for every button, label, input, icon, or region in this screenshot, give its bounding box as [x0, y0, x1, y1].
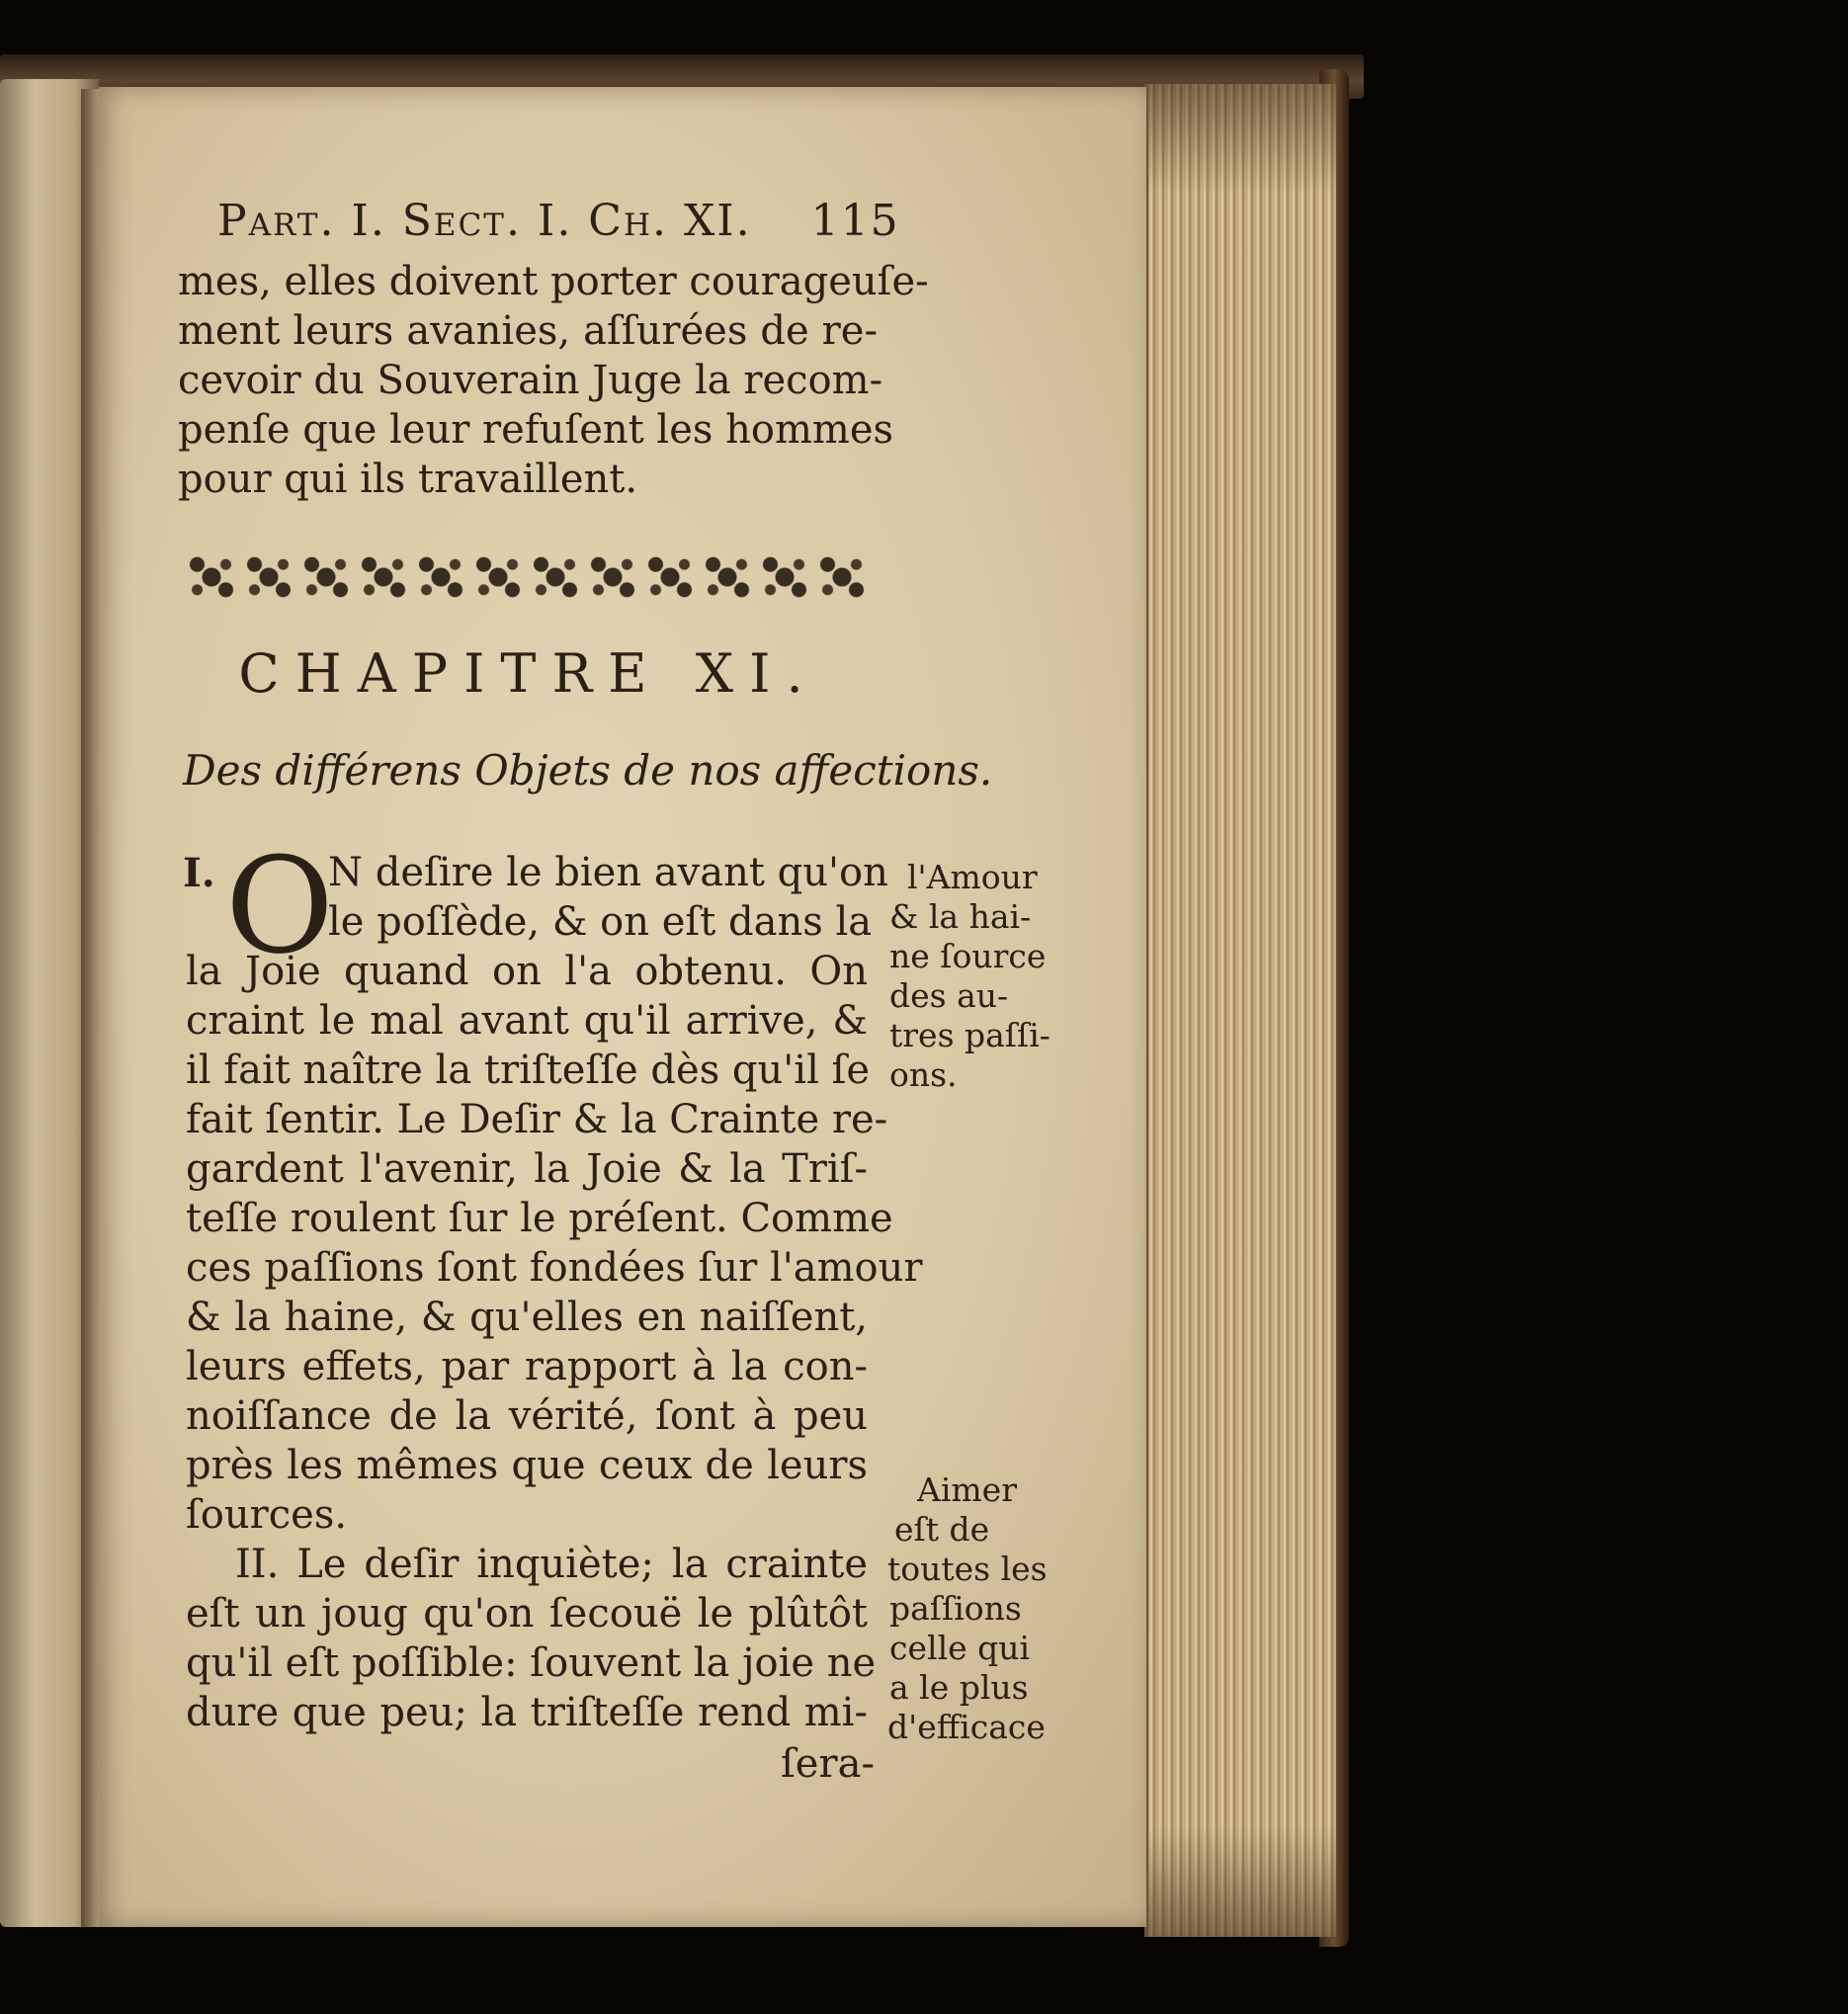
- drop-cap: O: [225, 829, 334, 983]
- text-line: ment leurs avanies, aſſurées de re-: [178, 308, 878, 354]
- margin-note-line: paſſions: [889, 1589, 1022, 1628]
- text-line: II. Le deſir inquiète; la crainte: [235, 1542, 868, 1587]
- running-head: [217, 196, 900, 246]
- running-head-text: Part. I. Sect. I. Ch. XI.: [217, 196, 752, 246]
- text-line: fait ſentir. Le Deſir & la Crainte re-: [186, 1097, 888, 1142]
- chapter-title: CHAPITRE XI.: [238, 642, 819, 705]
- text-line: mes, elles doivent porter courageuſe-: [178, 259, 929, 304]
- margin-note-line: des au-: [889, 976, 1009, 1015]
- text-line: leurs effets, par rapport à la con-: [186, 1344, 868, 1389]
- catchword: ſera-: [781, 1741, 875, 1787]
- text-line: dure que peu; la triſteſſe rend mi-: [186, 1690, 868, 1735]
- section-numeral: I.: [183, 850, 215, 896]
- margin-note-line: eſt de: [894, 1510, 990, 1549]
- text-line: eſt un joug qu'on ſecouë le plûtôt: [186, 1591, 868, 1636]
- text-line: cevoir du Souverain Juge la recom-: [178, 358, 883, 403]
- margin-note-line: & la hai-: [889, 897, 1032, 936]
- margin-note-line: d'efficace: [887, 1708, 1046, 1746]
- margin-note-line: Aimer: [917, 1470, 1017, 1509]
- text-line: ſources.: [186, 1492, 348, 1538]
- text-line: teſſe roulent ſur le préſent. Comme: [186, 1196, 893, 1241]
- page-fore-edge: [1144, 84, 1336, 1937]
- text-line: près les mêmes que ceux de leurs: [186, 1443, 868, 1488]
- chapter-subtitle: Des différens Objets de nos affections.: [183, 746, 993, 795]
- margin-note-line: ne ſource: [889, 937, 1047, 975]
- page-number: 115: [810, 196, 900, 246]
- margin-note-line: a le plus: [889, 1668, 1029, 1707]
- text-line: qu'il eſt poſſible: ſouvent la joie ne: [186, 1640, 877, 1686]
- text-line: il fait naître la triſteſſe dès qu'il ſe: [186, 1048, 871, 1093]
- text-line: pour qui ils travaillent.: [178, 457, 638, 502]
- margin-note-line: l'Amour: [907, 858, 1038, 896]
- text-line: gardent l'avenir, la Joie & la Triſ-: [186, 1146, 868, 1192]
- margin-note-line: celle qui: [889, 1629, 1031, 1667]
- margin-note-line: ons.: [889, 1055, 958, 1094]
- text-line: le poſſède, & on eſt dans la: [328, 899, 873, 945]
- margin-note-line: toutes les: [887, 1550, 1048, 1588]
- text-line: penſe que leur refuſent les hommes: [178, 407, 894, 453]
- text-line: N deſire le bien avant qu'on: [328, 850, 888, 895]
- text-line: noiſſance de la vérité, ſont à peu: [186, 1393, 868, 1439]
- margin-note-line: tres paſſi-: [889, 1016, 1050, 1054]
- text-line: & la haine, & qu'elles en naiſſent,: [186, 1295, 868, 1340]
- text-line: ces paſſions ſont fondées ſur l'amour: [186, 1245, 923, 1291]
- text-line: craint le mal avant qu'il arrive, &: [186, 998, 868, 1044]
- text-line: la Joie quand on l'a obtenu. On: [186, 949, 868, 994]
- printers-ornament: [183, 545, 875, 609]
